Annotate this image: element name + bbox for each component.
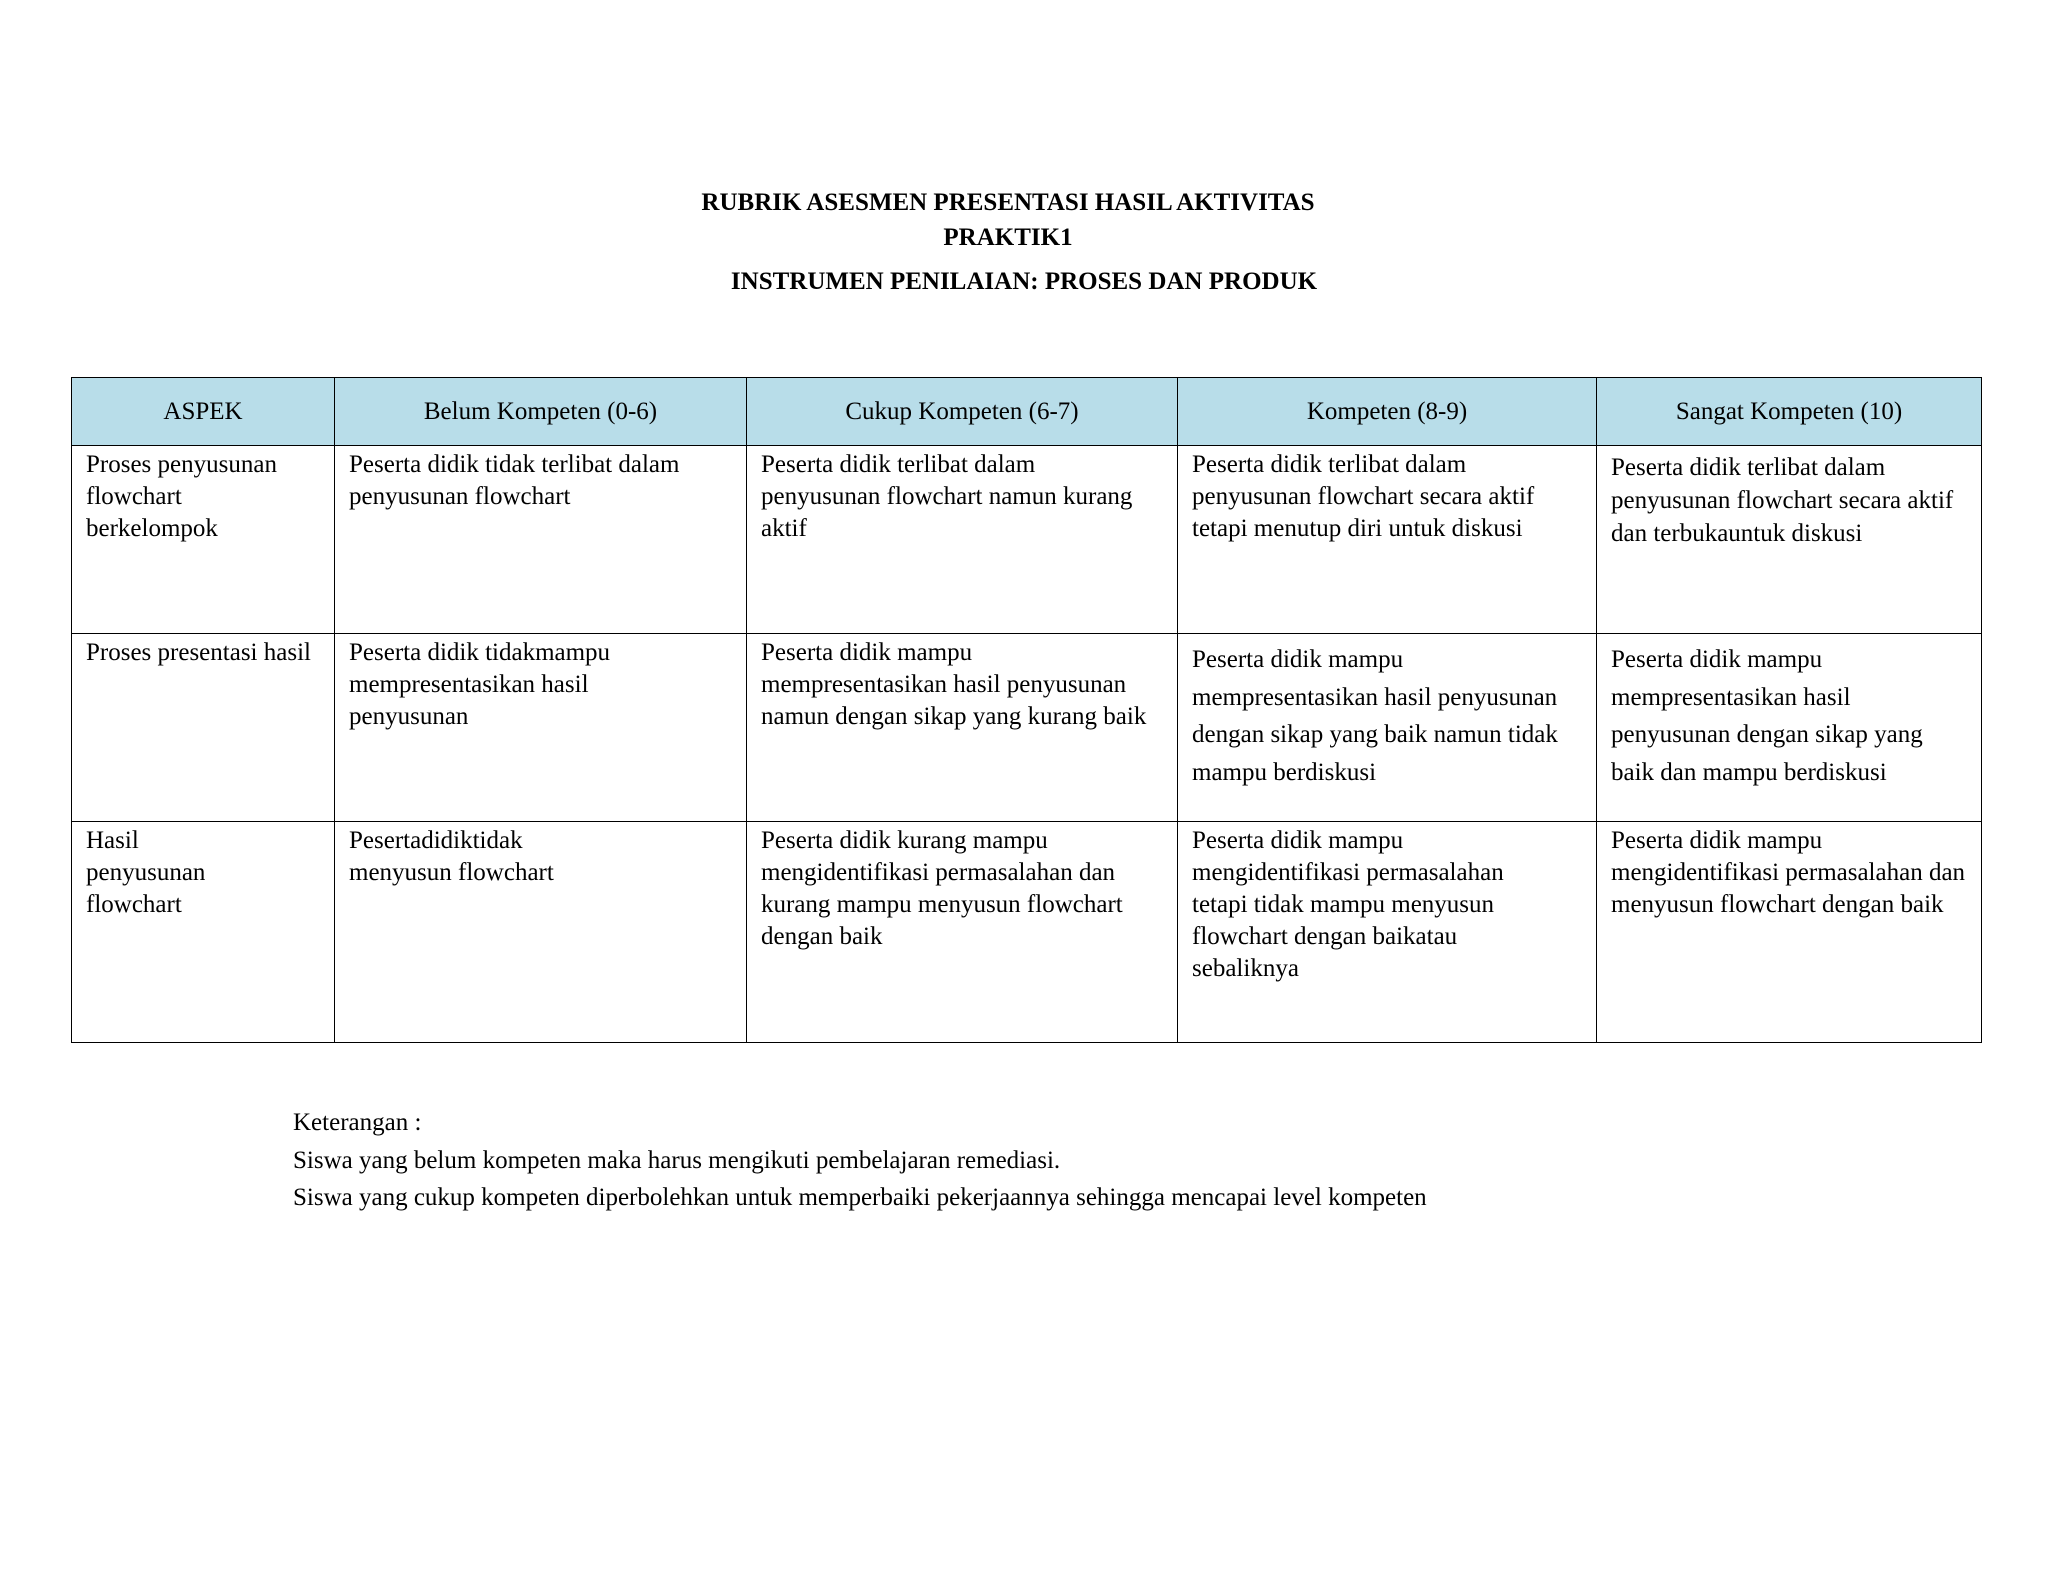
cell-belum-kompeten: Peserta didik tidak terlibat dalam penyusunan flowchart [349,451,680,510]
cell-sangat-kompeten: Peserta didik terlibat dalam penyusunan flowchart secara aktif dan terbukauntuk diskusi [1611,454,1954,547]
table-cell [335,634,747,822]
document-subtitle: INSTRUMEN PENILAIAN: PROSES DAN PRODUK [730,268,1318,295]
header-belum-kompeten: Belum Kompeten (0-6) [335,378,747,446]
cell-sangat-kompeten: Peserta didik mampu mempresentasikan hasil penyusunan dengan sikap yang baik dan mampu berdiskusi [1611,646,1923,786]
rubric-table [71,377,1982,1043]
header-aspek: ASPEK [72,378,335,446]
table-row [72,446,1982,634]
cell-cukup-kompeten: Peserta didik mampu mempresentasikan hasil penyusunan namun dengan sikap yang kurang baik [761,639,1147,730]
table-cell [335,446,747,634]
document-title-line2: PRAKTIK1 [943,224,1073,251]
cell-kompeten: Peserta didik terlibat dalam penyusunan flowchart secara aktif tetapi menutup diri untuk diskusi [1192,451,1535,542]
cell-sangat-kompeten: Peserta didik mampu mengidentifikasi permasalahan dan menyusun flowchart dengan baik [1611,827,1966,918]
header-kompeten: Kompeten (8-9) [1178,378,1597,446]
cell-cukup-kompeten: Peserta didik kurang mampu mengidentifikasi permasalahan dan kurang mampu menyusun flowchart dengan baik [761,827,1123,950]
table-cell [1178,634,1597,822]
table-cell [1597,634,1982,822]
table-cell [1178,446,1597,634]
table-row [72,634,1982,822]
document-title: RUBRIK ASESMEN PRESENTASI HASIL AKTIVITAS [701,189,1315,216]
table-row [72,822,1982,1043]
table-cell [72,446,335,634]
cell-kompeten: Peserta didik mampu mengidentifikasi permasalahan tetapi tidak mampu menyusun flowchart dengan baikatau sebaliknya [1192,827,1504,982]
cell-kompeten: Peserta didik mampu mempresentasikan hasil penyusunan dengan sikap yang baik namun tidak mampu berdiskusi [1192,646,1558,786]
notes-line-1: Siswa yang belum kompeten maka harus mengikuti pembelajaran remediasi. [293,1146,1061,1174]
table-cell [747,634,1178,822]
table-cell [1178,822,1597,1043]
cell-aspek: Proses penyusunan flowchart berkelompok [86,451,277,542]
table-cell [1597,446,1982,634]
table-header-row [72,378,1982,446]
table-cell [1597,822,1982,1043]
table-cell [72,634,335,822]
cell-belum-kompeten: Peserta didik tidakmampu mempresentasikan hasil penyusunan [349,639,611,730]
header-cukup-kompeten: Cukup Kompeten (6-7) [747,378,1178,446]
notes-section [293,1104,1427,1217]
table-cell [72,822,335,1043]
notes-heading: Keterangan : [293,1109,422,1136]
cell-cukup-kompeten: Peserta didik terlibat dalam penyusunan flowchart namun kurang aktif [761,451,1133,542]
cell-aspek: Hasil penyusunan flowchart [86,827,206,918]
table-cell [747,822,1178,1043]
cell-belum-kompeten: Pesertadidiktidak menyusun flowchart [349,827,554,886]
table-cell [335,822,747,1043]
cell-aspek: Proses presentasi hasil [86,639,311,666]
notes-line-2: Siswa yang cukup kompeten diperbolehkan untuk memperbaiki pekerjaannya sehingga mencapai level kompeten [293,1184,1427,1211]
header-sangat-kompeten: Sangat Kompeten (10) [1597,378,1982,446]
table-cell [747,446,1178,634]
